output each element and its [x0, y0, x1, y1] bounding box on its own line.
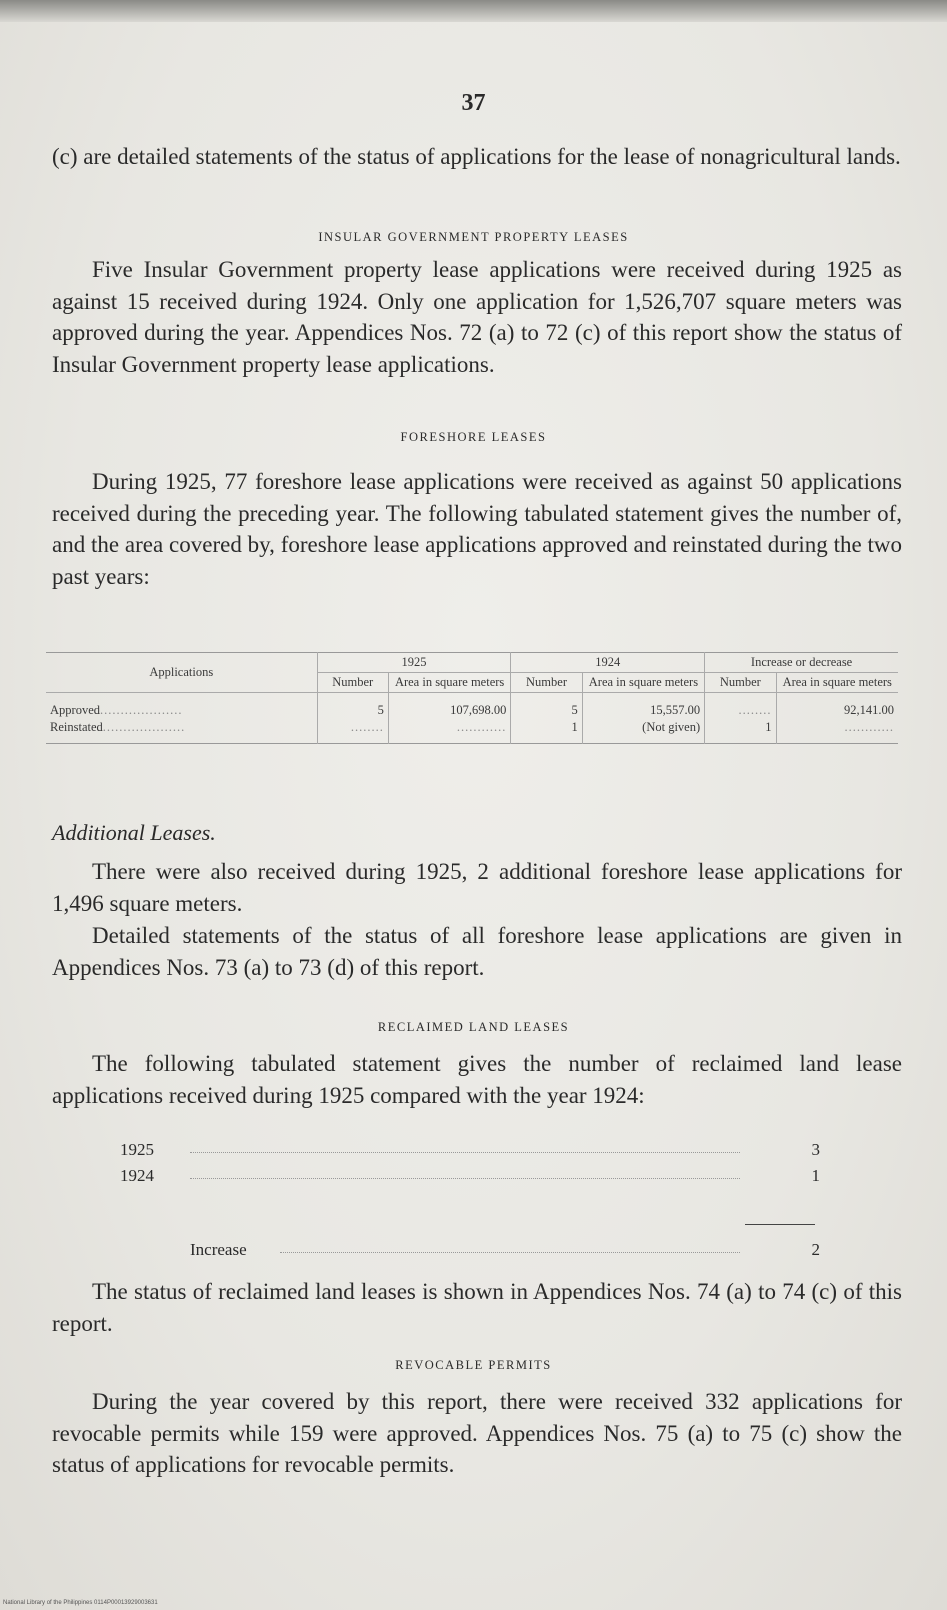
- foreshore-table: [46, 652, 898, 744]
- cell: 5: [511, 693, 582, 720]
- cell: 5: [317, 693, 388, 720]
- count-year: 1925: [120, 1140, 154, 1159]
- count-row: [120, 1140, 820, 1162]
- sum-rule: [745, 1224, 815, 1225]
- heading-foreshore: FORESHORE LEASES: [400, 430, 547, 444]
- cell: ........: [705, 693, 776, 720]
- increase-label: Increase: [190, 1240, 247, 1259]
- paragraph-reclaimed-status: The status of reclaimed land leases is shown in Appendices Nos. 74 (a) to 74 (c) of this report.: [52, 1279, 902, 1336]
- library-footer: National Library of the Philippines 0114P00013929003631: [3, 1600, 158, 1606]
- cell: ............: [776, 719, 898, 744]
- leader-dots: [190, 1178, 740, 1179]
- h-number-1924: Number: [511, 673, 582, 693]
- increase-value: 2: [811, 1240, 820, 1259]
- row-label: Approved....................: [50, 703, 183, 717]
- heading-revocable: REVOCABLE PERMITS: [395, 1358, 552, 1372]
- count-value: 3: [811, 1140, 820, 1159]
- heading-reclaimed: RECLAIMED LAND LEASES: [377, 1020, 570, 1034]
- cell: (Not given): [582, 719, 704, 744]
- cell: 1: [705, 719, 776, 744]
- paragraph-foreshore: During 1925, 77 foreshore lease applications were received as against 50 applications received during the preceding year. The following tabulated statement gives the number of, and the area covered by, foreshore lease applications approved and reinstated during the two past years:: [52, 469, 902, 589]
- col-change: Increase or decrease: [705, 653, 898, 673]
- col-1925: 1925: [317, 653, 511, 673]
- h-area-1924: Area in square meters: [582, 673, 704, 693]
- increase-row: [120, 1240, 820, 1262]
- paragraph-reclaimed: The following tabulated statement gives the number of reclaimed land lease applications received during 1925 compared with the year 1924:: [52, 1051, 902, 1108]
- h-area-1925: Area in square meters: [388, 673, 510, 693]
- table-row: [46, 719, 898, 744]
- subheading-additional: Additional Leases.: [52, 820, 216, 845]
- h-number-change: Number: [705, 673, 776, 693]
- heading-insular: INSULAR GOVERNMENT PROPERTY LEASES: [318, 230, 629, 244]
- col-1924: 1924: [511, 653, 705, 673]
- col-applications: Applications: [46, 653, 317, 693]
- cell: 92,141.00: [776, 693, 898, 720]
- table-row: [46, 693, 898, 720]
- cell: 1: [511, 719, 582, 744]
- cell: ........: [317, 719, 388, 744]
- leader-dots: [280, 1252, 740, 1253]
- leader-dots: [190, 1152, 740, 1153]
- cell: ............: [388, 719, 510, 744]
- scan-edge: [0, 0, 947, 22]
- row-label: Reinstated....................: [50, 720, 186, 734]
- paragraph-revocable: During the year covered by this report, there were received 332 applications for revocable permits while 159 were approved. Appendices Nos. 75 (a) to 75 (c) show the status of applications for revocable permits.: [52, 1389, 902, 1477]
- paragraph-additional-1: There were also received during 1925, 2 additional foreshore lease applications for 1,496 square meters.: [52, 859, 902, 916]
- h-area-change: Area in square meters: [776, 673, 898, 693]
- count-year: 1924: [120, 1166, 154, 1185]
- cell: 15,557.00: [582, 693, 704, 720]
- page-number: 37: [461, 90, 486, 116]
- paragraph-additional-2: Detailed statements of the status of all foreshore lease applications are given in Appendices Nos. 73 (a) to 73 (d) of this report.: [52, 923, 902, 980]
- cell: 107,698.00: [388, 693, 510, 720]
- h-number-1925: Number: [317, 673, 388, 693]
- count-value: 1: [811, 1166, 820, 1185]
- paragraph-insular: Five Insular Government property lease applications were received during 1925 as against 15 received during 1924. Only one application for 1,526,707 square meters was approved during the year. Appendices Nos. 72 (a) to 72 (c) of this report show the status of Insular Government property lease applications.: [52, 257, 902, 377]
- count-row: [120, 1166, 820, 1188]
- intro-paragraph: (c) are detailed statements of the status of applications for the lease of nonagricultural lands.: [52, 144, 901, 169]
